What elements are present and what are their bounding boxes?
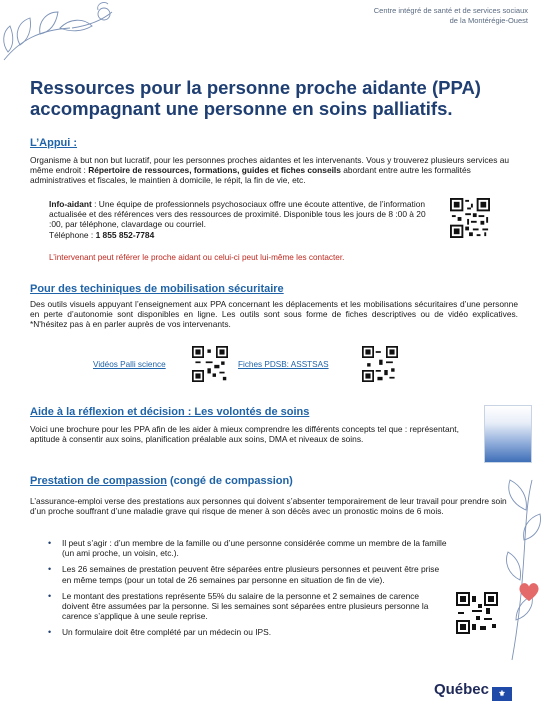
bullet-icon: • bbox=[48, 627, 52, 638]
phone-label: Téléphone : bbox=[49, 229, 96, 240]
compassion-bullet-list bbox=[48, 538, 448, 644]
list-item bbox=[48, 591, 448, 622]
page-title bbox=[30, 77, 510, 119]
compassion-heading-suffix: (congé de compassion) bbox=[166, 475, 293, 487]
page-title-line-2: accompagnant une personne en soins palliatifs. bbox=[30, 98, 453, 119]
qr-code-icon[interactable] bbox=[362, 346, 398, 382]
page-title-line-1: Ressources pour la personne proche aidante (PPA) bbox=[30, 77, 481, 98]
mobilisation-text: Des outils visuels appuyant l’enseignement aux PPA concernant les déplacements et les mobilisations sécuritaires d’une personne en perte d’autonomie sont disponibles en ligne. Les outils sont sous forme de fiches descriptives ou de vidéo explicatives. *N'hésitez pas à en parler auprès de vos intervenants. bbox=[30, 299, 518, 330]
mobilisation-heading: Pour des techiniques de mobilisation sécuritaire bbox=[30, 283, 284, 295]
heart-icon bbox=[518, 582, 540, 602]
fleur-de-lis-icon: ⚜ bbox=[492, 687, 512, 701]
appui-heading: L’Appui : bbox=[30, 137, 78, 149]
bullet-icon: • bbox=[48, 564, 52, 575]
appui-intro-part2: abordant entre autre les formalités administratives et fiscales, le maintien à domicile, le répit, la fin de vie, etc. bbox=[30, 165, 471, 186]
asstsas-link[interactable]: Fiches PDSB: ASSTSAS bbox=[238, 360, 329, 369]
qr-code-icon[interactable] bbox=[450, 198, 490, 238]
organization-line-1: Centre intégré de santé et de services sociaux bbox=[373, 6, 528, 15]
bullet-icon: • bbox=[48, 590, 52, 601]
appui-intro bbox=[30, 155, 510, 186]
bullet-text: Le montant des prestations représente 55% du salaire de la personne et 2 semaines de carence doivent être assumées par la personne. Si les semaines sont séparées entre plusieurs personne la carence s’applique à une seule reprise. bbox=[62, 590, 429, 622]
brochure-thumbnail[interactable] bbox=[484, 405, 532, 463]
list-item bbox=[48, 627, 448, 637]
bullet-text: Les 26 semaines de prestation peuvent être séparées entre plusieurs personnes et peuvent être prise en même temps (pour un total de 26 semaines par personne en situation de fin de vie). bbox=[62, 564, 440, 585]
quebec-logo bbox=[434, 681, 512, 701]
qr-code-icon[interactable] bbox=[192, 346, 228, 382]
compassion-heading bbox=[30, 475, 293, 487]
organization-name bbox=[374, 6, 528, 26]
quebec-logo-text: Québec bbox=[433, 681, 489, 698]
info-aidant-block bbox=[49, 199, 439, 240]
qr-code-icon[interactable] bbox=[456, 592, 498, 634]
phone-number[interactable]: 1 855 852-7784 bbox=[95, 229, 155, 240]
info-aidant-text: : Une équipe de professionnels psychosociaux offre une écoute attentive, de l’information actualisée et des références vers des ressources de proximité. Disponible tous les jours de 8 :00 à 20 :00, par téléphone, clavardage ou courriel. bbox=[49, 199, 426, 230]
referral-note: L’intervenant peut référer le proche aidant ou celui-ci peut lui-même les contacter. bbox=[49, 253, 345, 262]
appui-intro-bold: Répertoire de ressources, formations, guides et fiches conseils bbox=[88, 165, 341, 176]
bullet-text: Il peut s’agir : d’un membre de la famille ou d’une personne considérée comme un membre de la famille (un ami proche, un voisin, etc.). bbox=[62, 538, 447, 559]
appui-intro-part1: Organisme à but non but lucratif, pour les personnes proches aidantes et les intervenants. Vous y trouverez plusieurs services au même endroit : bbox=[30, 155, 510, 176]
compassion-intro: L’assurance-emploi verse des prestations aux personnes qui doivent s’absenter temporairement de leur travail pour prendre soin d’un proche souffrant d’une maladie grave qui risque de mener à son décès avec un pronostic moins de 6 mois. bbox=[30, 496, 507, 517]
organization-line-2: de la Montérégie-Ouest bbox=[449, 16, 528, 25]
bullet-icon: • bbox=[48, 538, 52, 548]
floral-decoration-top-left bbox=[0, 0, 150, 75]
info-aidant-label: Info-aidant bbox=[49, 199, 92, 209]
list-item bbox=[48, 564, 448, 584]
list-item bbox=[48, 538, 448, 558]
bullet-text: Un formulaire doit être complété par un médecin ou IPS. bbox=[62, 627, 272, 638]
volontes-heading: Aide à la réflexion et décision : Les volontés de soins bbox=[30, 406, 310, 418]
volontes-text: Voici une brochure pour les PPA afin de les aider à mieux comprendre les différents concepts tel que : représentant, aptitude à consentir aux soins, planification préalable aux soins, DMA et niveaux de soins. bbox=[30, 424, 459, 445]
palli-science-link[interactable]: Vidéos Palli science bbox=[93, 360, 166, 369]
compassion-heading-main: Prestation de compassion bbox=[30, 475, 167, 487]
